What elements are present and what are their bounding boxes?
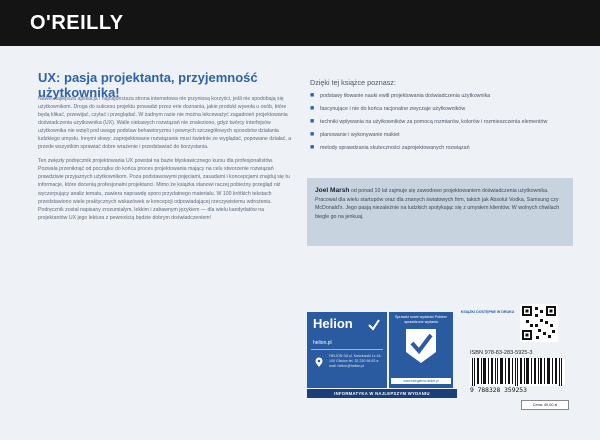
description-paragraph-2: Ten zwięzły podręcznik projektowania UX powstał na bazie błyskawicznego kursu dla profesjonalistów. Pozwala przeniknąć od początku do końca proces projektowania mający na celu stworzenie rozwiązań prawdziwie przyjaznych użytkownikom. Poza podstawowymi pojęciami, zasadami i koncepcjami znajduj się tu informacje, które docenią profesjonalni projektanci. Mimo że książka stanowi raczej pobieżny przegląd niż wyczerpujący analiz tematu, zawiera naprawdę sporo przydatnego materiału. W 100 krótkich tekstach przedstawiono wiele praktycznych wskazówek w koncepcji odpowiadającej rzeczywistemu wdrożeniu. Podręcznik został napisany zrozumiałym, lekkim i zabawnym językiem — dla wielu kandydatów na projektantów UX jego lektura z pewnością będzie dobrym doświadczeniem!	[38, 158, 290, 221]
bullet-icon: ■	[310, 105, 315, 112]
bookstore-badge-panel	[389, 312, 453, 388]
list-item: ■ planowanie i wykonywanie makiet	[310, 131, 400, 138]
oreilly-logo: O'REILLY	[30, 12, 124, 34]
bullet-icon: ■	[310, 131, 315, 138]
bullet-icon: ■	[310, 144, 315, 151]
author-name: Joel Marsh	[315, 187, 350, 194]
helion-address: HELION SA ul. Kościuszki 1c 44-100 Gliwice tel. 32 230 98 63 e-mail: helion@helion.pl	[329, 354, 382, 369]
barcode-number: 9 788328 359253	[470, 387, 527, 394]
informatyka-strip: INFORMATYKA W NAJLEPSZYM WYDANIU	[307, 389, 457, 398]
price-label: Cena: 49,00 zł	[521, 400, 569, 410]
divider	[311, 349, 383, 350]
publisher-header-bar	[0, 0, 600, 46]
badge-footer-url: www.ksiegarnia.helion.pl	[391, 378, 451, 384]
helion-publisher-panel	[307, 312, 387, 388]
checkmark-icon	[367, 318, 381, 332]
check-seal-icon	[403, 326, 439, 366]
bullet-icon: ■	[310, 118, 315, 125]
barcode-icon	[470, 358, 565, 386]
helion-logo: Helion	[313, 316, 353, 331]
print-availability-label: KSIĄŻKI DOSTĘPNE W DRUKU	[460, 310, 515, 314]
list-item: ■ podstawy tłowanie nauki ewitl projektowania doświadczenia użytkownika	[310, 92, 491, 99]
helion-website: helion.pl	[313, 340, 332, 346]
learn-intro: Dzięki tej książce poznasz:	[310, 78, 396, 87]
description-text	[38, 95, 294, 228]
bullet-icon: ■	[310, 92, 315, 99]
list-item: ■ fascynujące i nie do końca racjonalne zwyczaje użytkowników	[310, 105, 466, 112]
location-icon	[313, 356, 325, 368]
list-item: ■ metody sprawdzania skuteczności zaprojektowanych rozwiązań	[310, 144, 470, 151]
list-item: ■ techniki wpływania na użytkowników za pomocą rozmiarów, kolorów i rozmieszczenia elementów	[310, 118, 548, 125]
author-bio: od ponad 10 lat zajmuje się zawodowo projektowaniem doświadczenia użytkownika. Pracował dla wielu startupów oraz dla znanych światowych firm, takich jak Absolut Vodka, Samsung czy McDonald's. Jego pasją niezależnie na ludzkich spotykając się z umysłem klientów. W wolnych chwilach biegle go na jenkuaj.	[315, 188, 560, 220]
badge-header: Sprawdź nowe wydania! Pobierz sprawdzone wydania	[395, 315, 447, 324]
cover-heading: UX: pasja projektanta, przyjemność użytkownika!	[38, 70, 258, 100]
author-box	[307, 178, 573, 246]
qr-code-icon	[520, 304, 558, 342]
isbn-number: ISBN 978-83-283-5925-3	[470, 350, 533, 356]
learning-list	[310, 92, 580, 157]
description-paragraph-1: Nawet najlepsza aplikacja i najnajdroższa strona internetowa nie przyniosą korzyści, jeśli nie spodobają się użytkownikom. Droga do sukcesu projektu prowadzi przez erie doznania, jakie produkt wywoła u osób, które będą klikać, przewijać, czytać i przeglądać. W żadnym razie nie można lekceważyć zagadnień projektowania doświadczenia użytkownika (UX). Walle ciekawych rozwiązań nie znaleziono, gdyż twórcy interfejsów użytkownika nie wzięli pod uwagę podstaw behawioryzmu i pewnych szczegółowych sposobów działania ludzkiego umysłu. Innymi słowy: zaprojektowane rozwiązanie musi świetnie ze wyglądać, popowane działać, a przede wszystkim sprawiać dobre wrażenie i przedstawiać do korzystania.	[38, 96, 292, 151]
